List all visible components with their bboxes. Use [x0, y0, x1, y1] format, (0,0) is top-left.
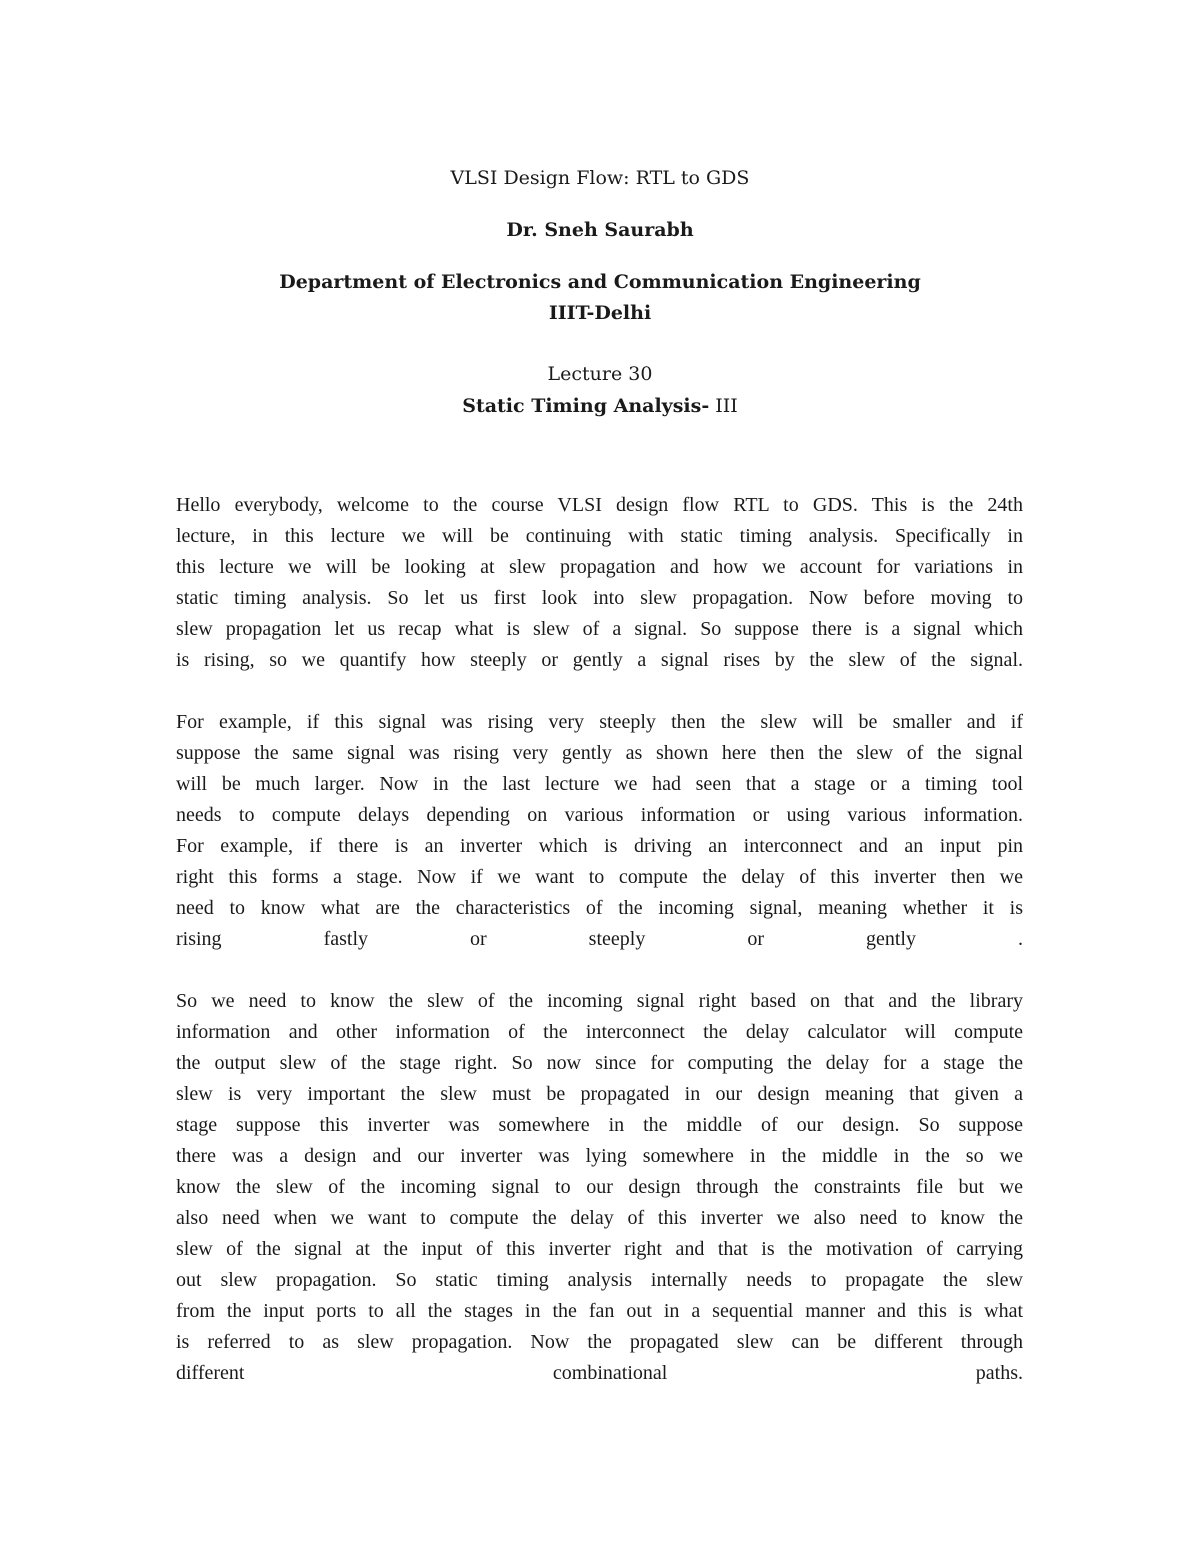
paragraph-line: slew is very important the slew must be propagated in our design meaning that given a: [176, 1083, 1023, 1105]
paragraph-line: the output slew of the stage right. So now since for computing the delay for a stage the: [176, 1052, 1023, 1074]
paragraph-line: static timing analysis. So let us first look into slew propagation. Now before moving to: [176, 587, 1023, 609]
spread-word: different: [176, 1362, 245, 1384]
spread-word: paths.: [975, 1362, 1023, 1384]
paragraph-line: information and other information of the interconnect the delay calculator will compute: [176, 1021, 1023, 1043]
paragraph-line: Hello everybody, welcome to the course VLSI design flow RTL to GDS. This is the 24th: [176, 494, 1023, 516]
spread-word: .: [1018, 928, 1023, 950]
paragraph-line: also need when we want to compute the delay of this inverter we also need to know the: [176, 1207, 1023, 1229]
lecture-number: Lecture 30: [547, 363, 653, 385]
paragraph-line: from the input ports to all the stages in the fan out in a sequential manner and this is what: [176, 1300, 1023, 1322]
paragraph-line-spread: [176, 924, 1023, 955]
course-title: VLSI Design Flow: RTL to GDS: [450, 167, 750, 189]
paragraph-line-spread: [176, 1358, 1023, 1389]
paragraph-line: lecture, in this lecture we will be continuing with static timing analysis. Specifically in: [176, 525, 1023, 547]
paragraph-line: is referred to as slew propagation. Now the propagated slew can be different through: [176, 1331, 1023, 1353]
paragraph-line: For example, if there is an inverter which is driving an interconnect and an input pin: [176, 835, 1023, 857]
paragraph-line: slew of the signal at the input of this inverter right and that is the motivation of carrying: [176, 1238, 1023, 1260]
paragraph-2: [176, 707, 1023, 955]
paragraph-line: out slew propagation. So static timing analysis internally needs to propagate the slew: [176, 1269, 1023, 1291]
spread-word: or: [747, 928, 764, 950]
paragraph-line: there was a design and our inverter was lying somewhere in the middle in the so we: [176, 1145, 1023, 1167]
paragraph-line: stage suppose this inverter was somewhere in the middle of our design. So suppose: [176, 1114, 1023, 1136]
spread-word: steeply: [588, 928, 646, 950]
paragraph-line: slew propagation let us recap what is slew of a signal. So suppose there is a signal which: [176, 618, 1023, 640]
paragraph-line: suppose the same signal was rising very gently as shown here then the slew of the signal: [176, 742, 1023, 764]
instructor-name: Dr. Sneh Saurabh: [506, 219, 694, 241]
lecture-topic: [0, 392, 1200, 420]
paragraph-line: right this forms a stage. Now if we want to compute the delay of this inverter then we: [176, 866, 1023, 888]
lecture-topic-main: Static Timing Analysis-: [462, 395, 710, 417]
lecture-topic-suffix: III: [709, 395, 738, 417]
paragraph-line: is rising, so we quantify how steeply or gently a signal rises by the slew of the signal.: [176, 649, 1023, 671]
spread-word: fastly: [323, 928, 368, 950]
paragraph-line: needs to compute delays depending on various information or using various information.: [176, 804, 1023, 826]
paragraph-line: this lecture we will be looking at slew propagation and how we account for variations in: [176, 556, 1023, 578]
paragraph-line: know the slew of the incoming signal to our design through the constraints file but we: [176, 1176, 1023, 1198]
institute-name: IIIT-Delhi: [548, 302, 652, 324]
spread-word: or: [470, 928, 487, 950]
paragraph-1: [176, 490, 1023, 676]
paragraph-line: For example, if this signal was rising very steeply then the slew will be smaller and if: [176, 711, 1023, 733]
spread-word: combinational: [552, 1362, 668, 1384]
paragraph-line: will be much larger. Now in the last lecture we had seen that a stage or a timing tool: [176, 773, 1023, 795]
paragraph-3: [176, 986, 1023, 1389]
spread-word: gently: [866, 928, 916, 950]
department-name: Department of Electronics and Communication Engineering: [279, 271, 921, 293]
paragraph-line: need to know what are the characteristics of the incoming signal, meaning whether it is: [176, 897, 1023, 919]
spread-word: rising: [176, 928, 222, 950]
paragraph-line: So we need to know the slew of the incoming signal right based on that and the library: [176, 990, 1023, 1012]
